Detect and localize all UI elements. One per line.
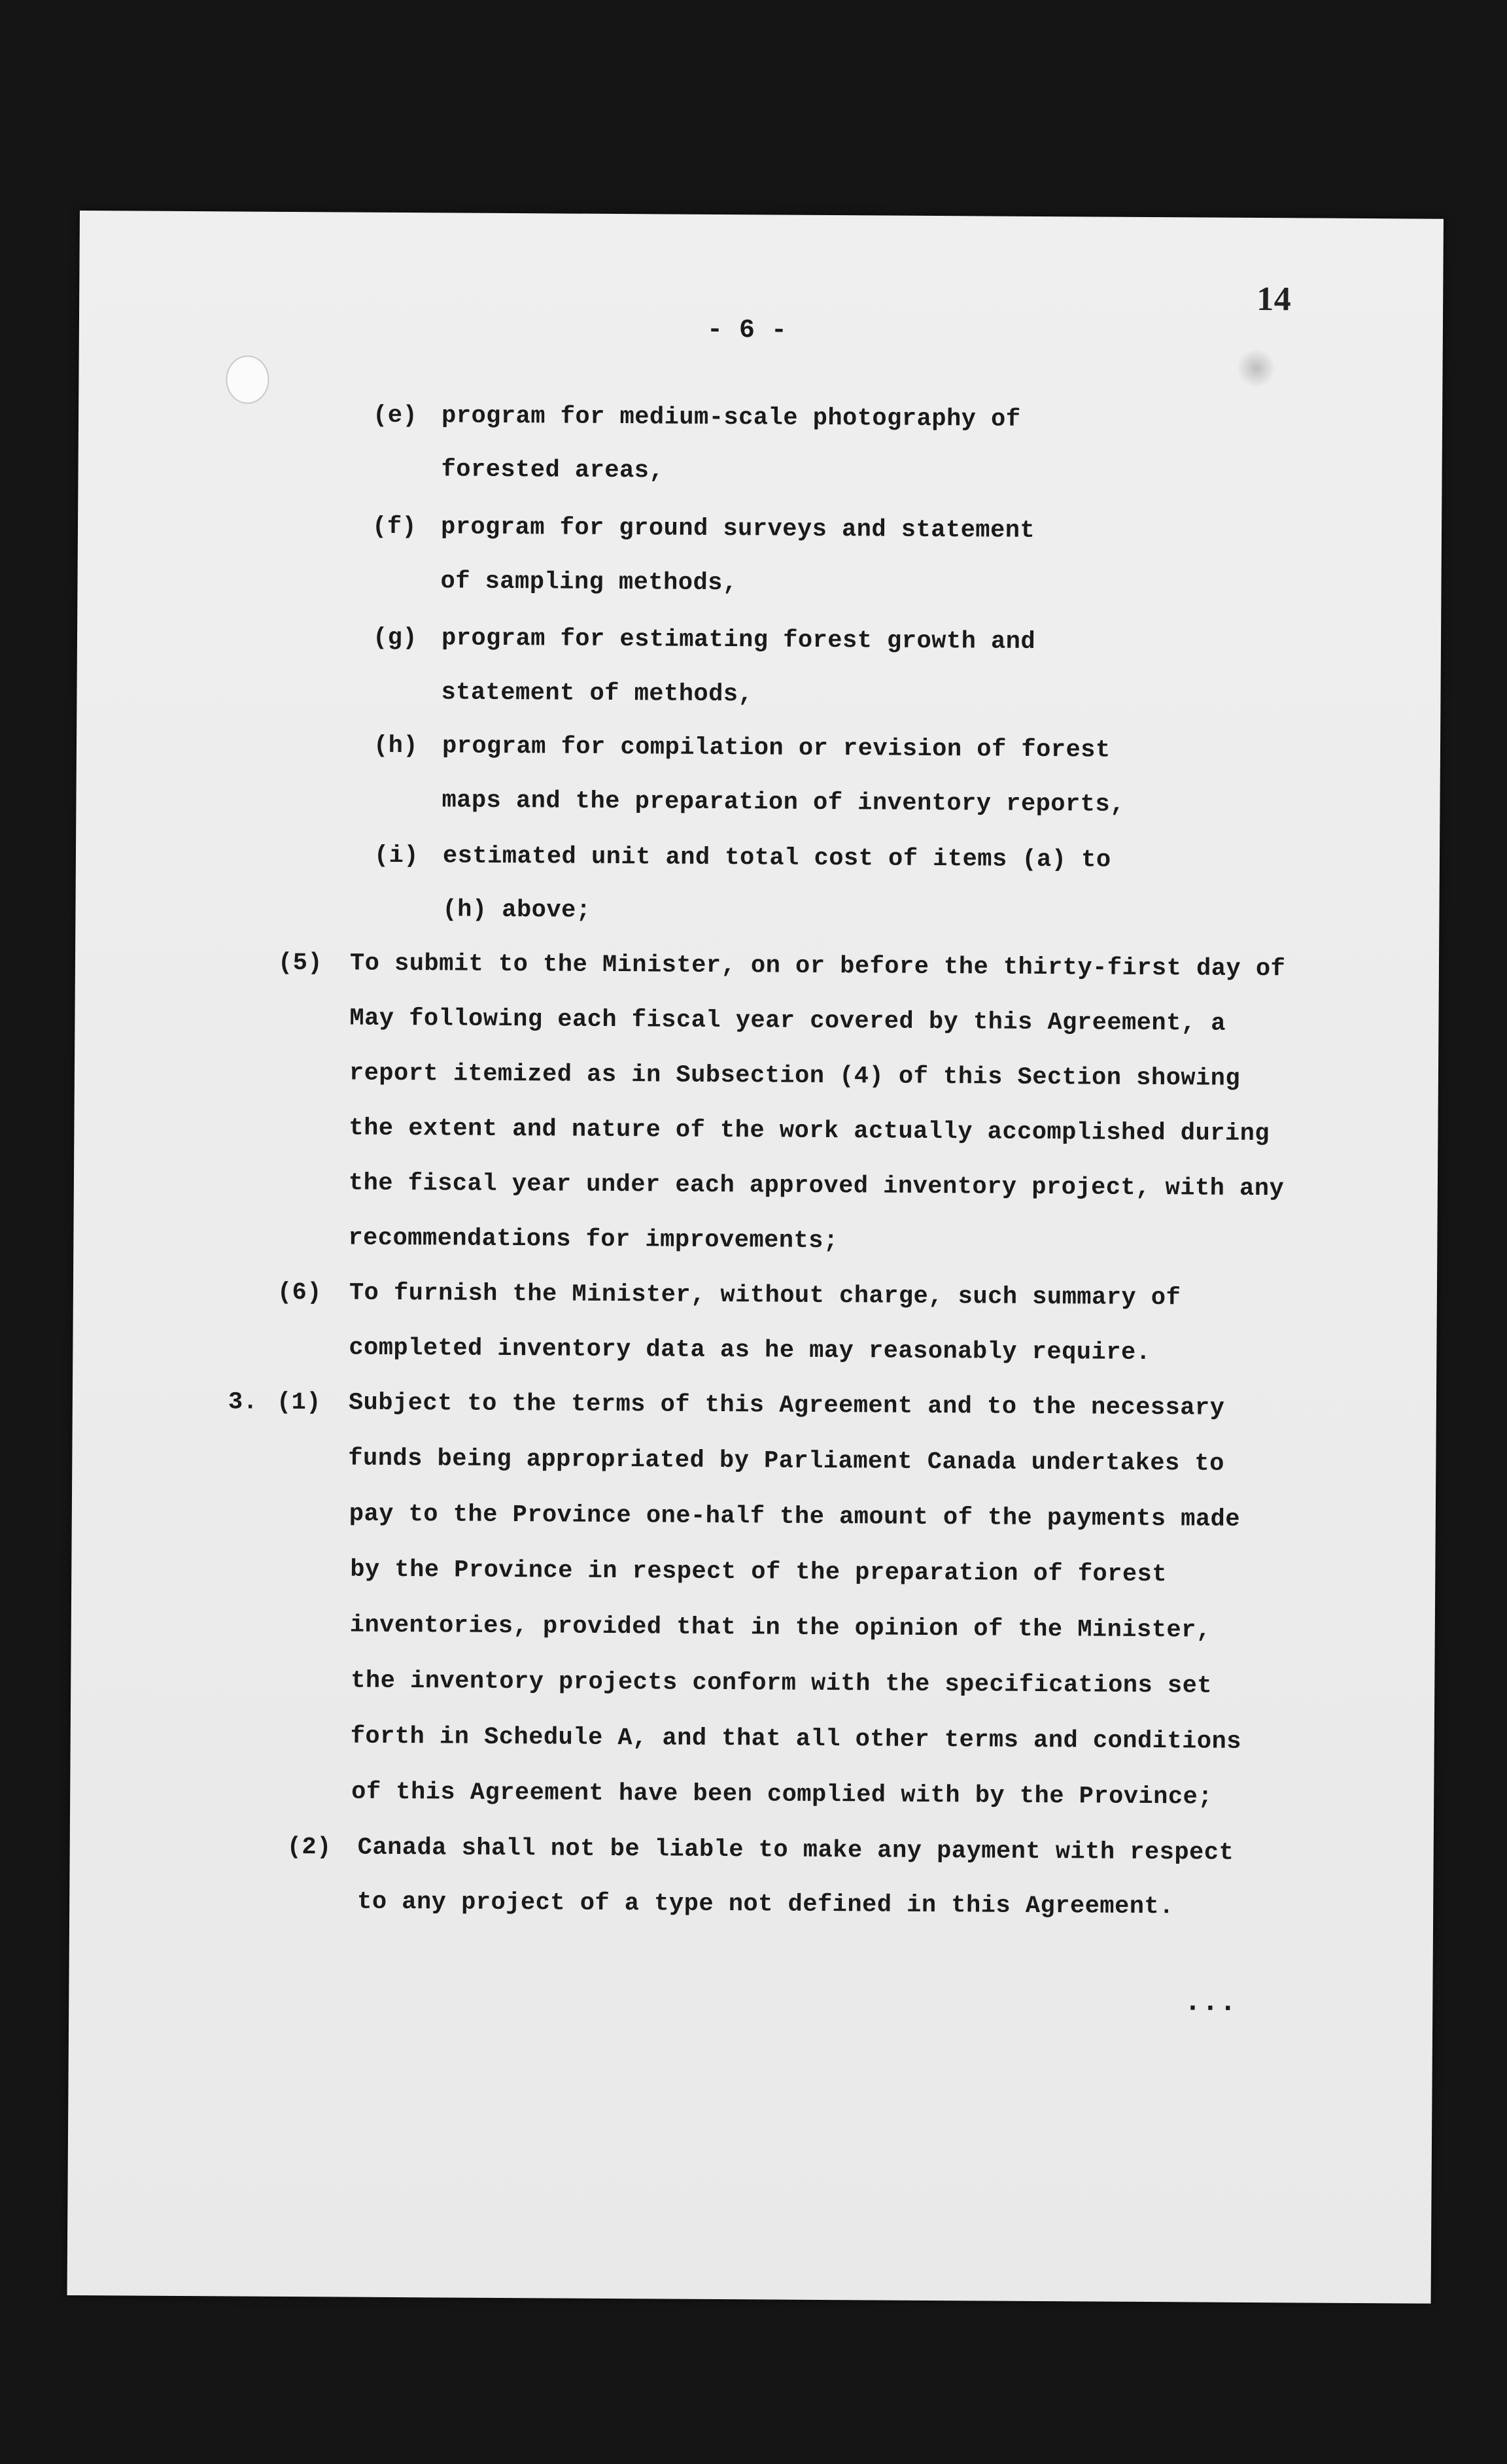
page-number: - 6 -: [706, 315, 788, 346]
item-line: program for medium-scale photography of: [441, 402, 1021, 434]
paragraph-line: pay to the Province one-half the amount of the payments made: [349, 1500, 1241, 1533]
subsection-label: (1): [276, 1388, 322, 1417]
paragraph-line: funds being appropriated by Parliament Canada undertakes to: [348, 1445, 1224, 1478]
paragraph-line: To furnish the Minister, without charge, such summary of: [349, 1279, 1181, 1312]
subsection-label: (2): [286, 1833, 332, 1862]
paragraph-line: Canada shall not be liable to make any payment with respect: [357, 1834, 1234, 1867]
item-line: statement of methods,: [441, 679, 754, 709]
item-line: program for ground surveys and statement: [440, 513, 1035, 545]
continuation-mark: ...: [1184, 1986, 1238, 2019]
paragraph-line: the inventory projects conform with the specifications set: [351, 1667, 1213, 1700]
paragraph-line: completed inventory data as he may reasonably require.: [349, 1334, 1151, 1367]
item-label: (i): [373, 842, 419, 870]
paragraph-line: Subject to the terms of this Agreement and to the necessary: [348, 1389, 1225, 1422]
paragraph-line: recommendations for improvements;: [348, 1224, 839, 1256]
item-line: maps and the preparation of inventory reports,: [442, 787, 1125, 819]
item-line: forested areas,: [441, 456, 665, 485]
paragraph-line: report itemized as in Subsection (4) of this Section showing: [349, 1059, 1241, 1093]
item-line: (h) above;: [442, 896, 591, 925]
item-label: (f): [372, 513, 417, 541]
item-line: program for estimating forest growth and: [441, 625, 1036, 656]
paragraph-line: the fiscal year under each approved inventory project, with any: [348, 1169, 1285, 1203]
paragraph-line: May following each fiscal year covered by this Agreement, a: [349, 1004, 1226, 1038]
paragraph-line: the extent and nature of the work actually accomplished during: [349, 1114, 1270, 1148]
subsection-label: (5): [277, 949, 323, 978]
stamp-number: 14: [1256, 280, 1292, 318]
document-page: [67, 211, 1444, 2304]
paragraph-line: by the Province in respect of the preparation of forest: [350, 1556, 1168, 1589]
item-label: (g): [372, 624, 418, 653]
punch-hole: [226, 355, 269, 403]
section-number: 3.: [228, 1388, 258, 1416]
item-line: program for compilation or revision of forest: [442, 732, 1111, 764]
paragraph-line: To submit to the Minister, on or before the thirty-first day of: [349, 950, 1286, 984]
subsection-label: (6): [277, 1278, 322, 1307]
paragraph-line: forth in Schedule A, and that all other terms and conditions: [350, 1722, 1242, 1756]
item-line: of sampling methods,: [440, 568, 738, 598]
ink-smudge: [1236, 349, 1275, 388]
item-label: (h): [373, 732, 419, 761]
paragraph-line: inventories, provided that in the opinion of the Minister,: [349, 1611, 1211, 1645]
item-label: (e): [372, 402, 418, 430]
paragraph-line: of this Agreement have been complied with by the Province;: [351, 1778, 1213, 1811]
item-line: estimated unit and total cost of items (a) to: [442, 842, 1111, 874]
paragraph-line: to any project of a type not defined in this Agreement.: [357, 1888, 1175, 1921]
